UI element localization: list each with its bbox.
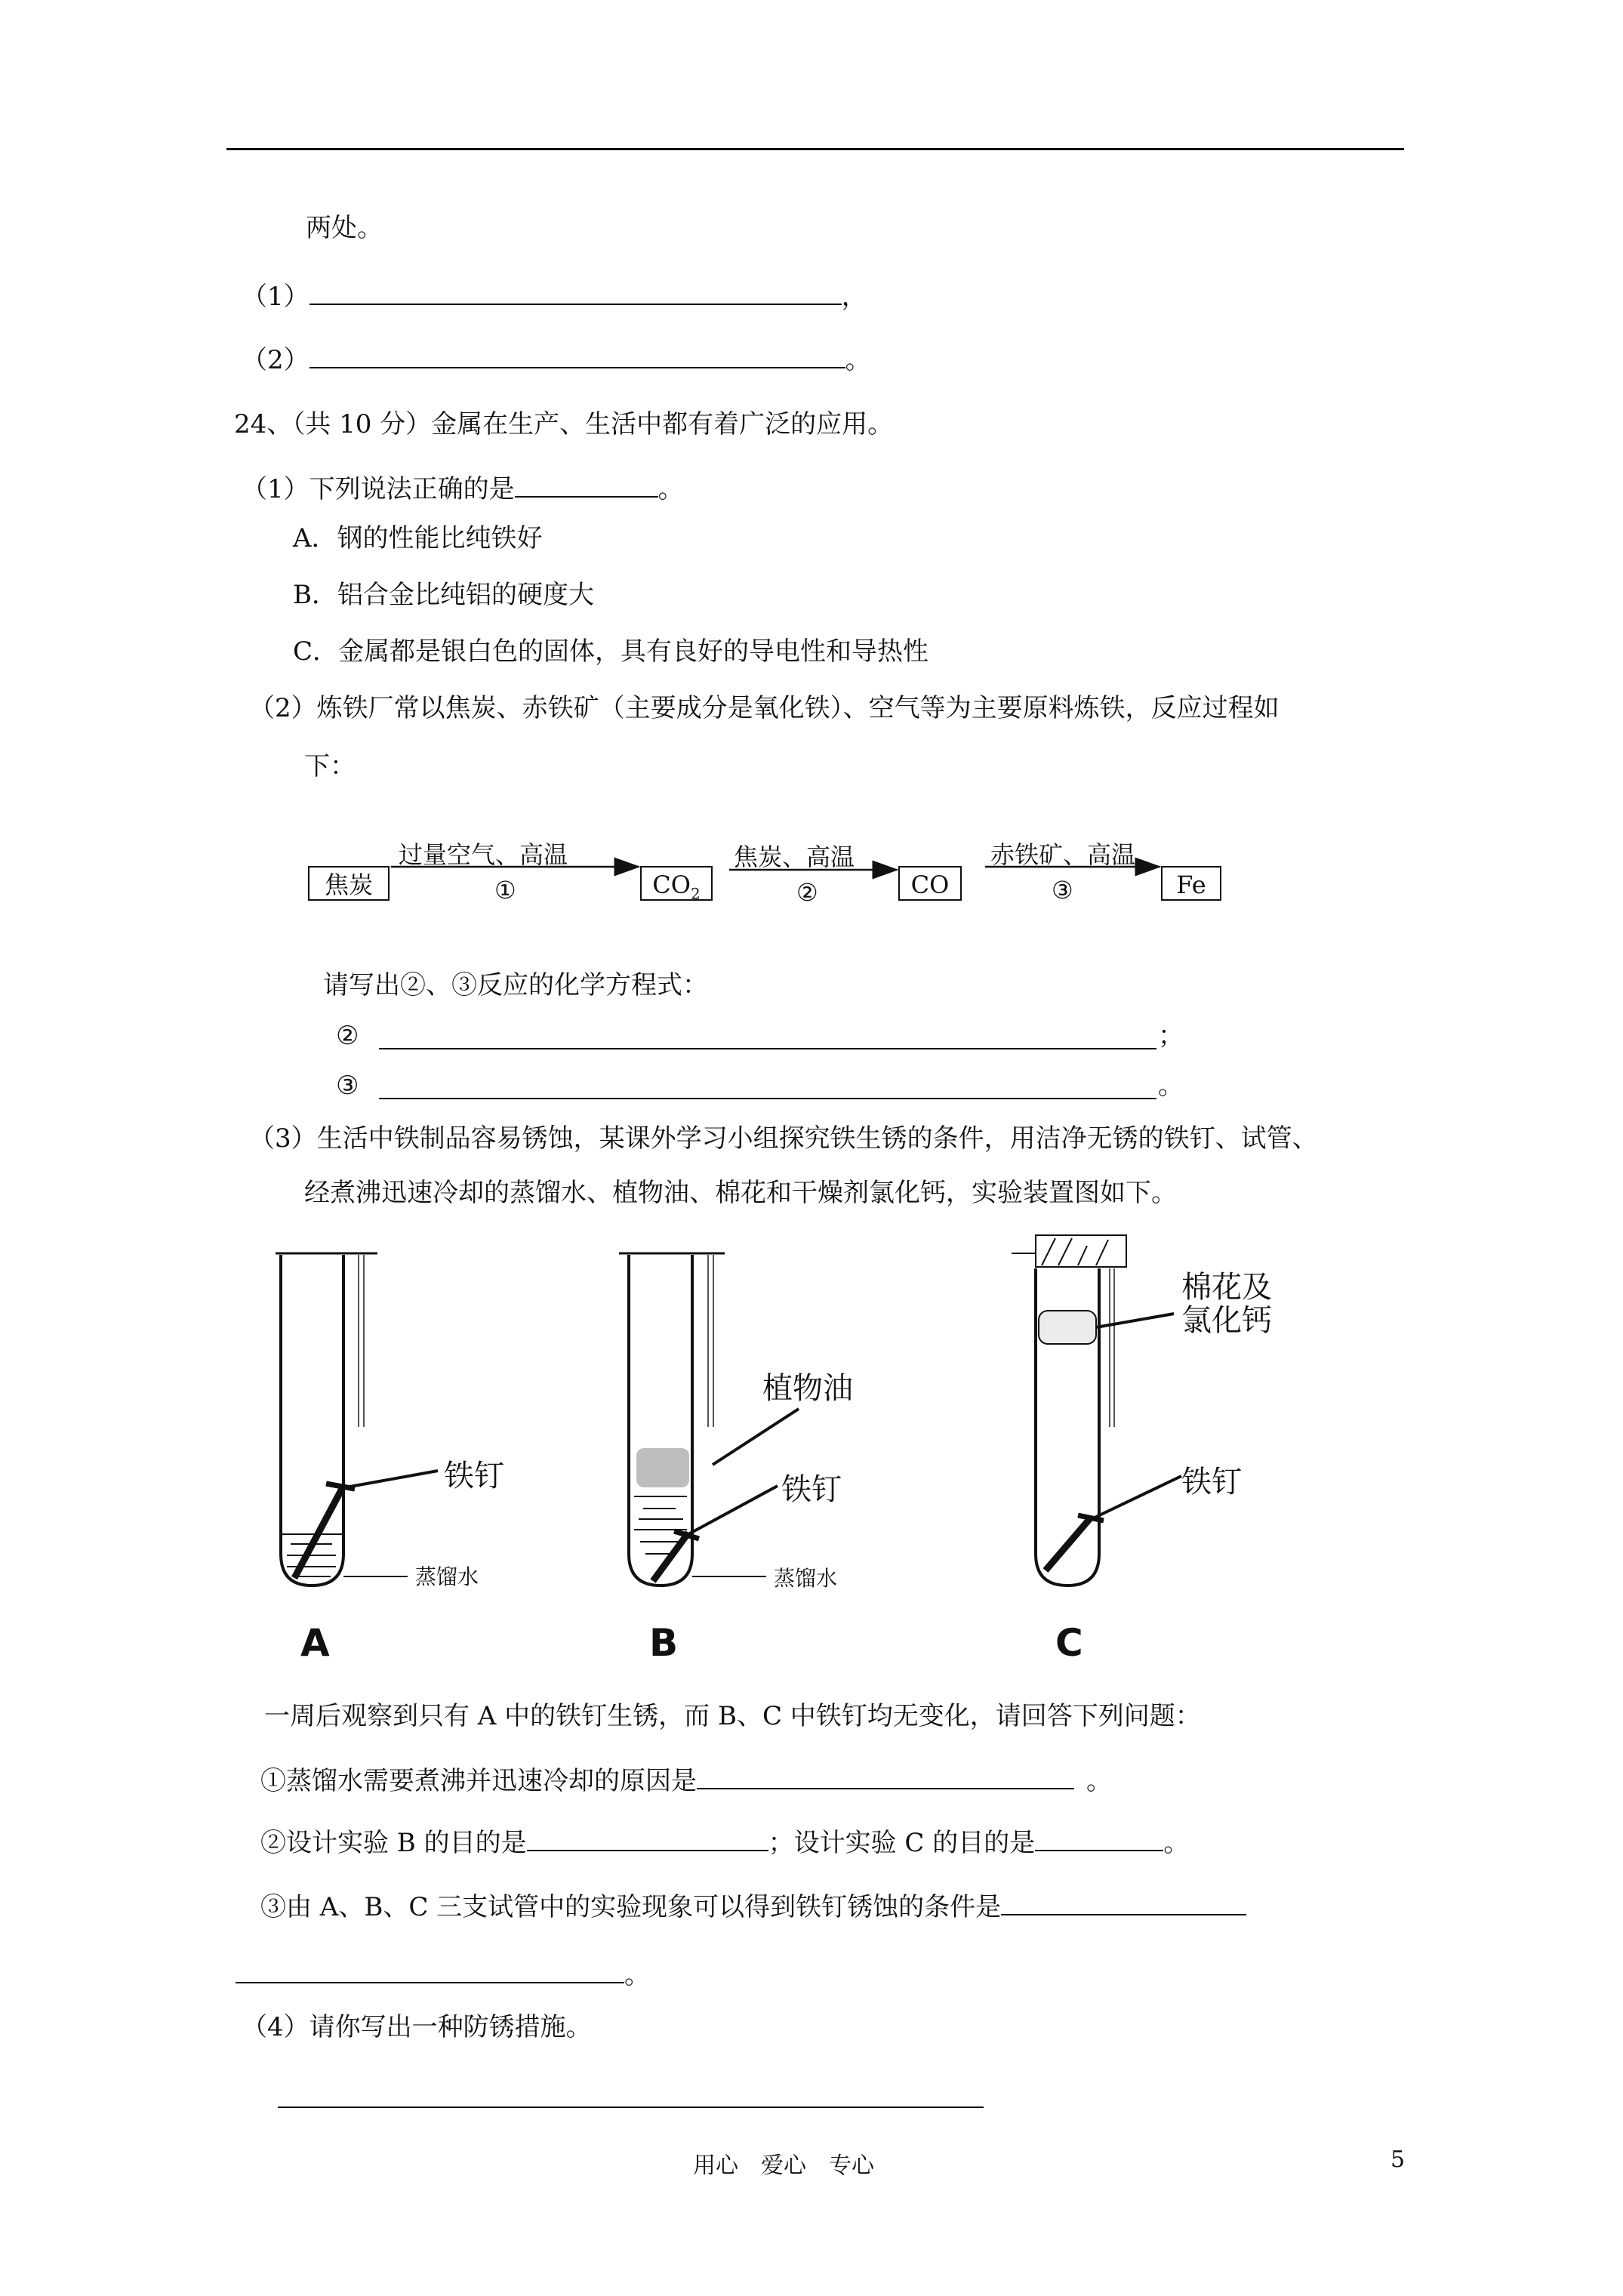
tube-a <box>276 1253 438 1586</box>
tube-a-label: A <box>300 1621 330 1665</box>
q24-option-b: B．铝合金比纯铝的硬度大 <box>293 580 594 610</box>
tube-b-nail <box>653 1533 688 1581</box>
q24-eq2-end: ； <box>1158 1021 1184 1051</box>
footer-motto: 用心 爱心 专心 <box>693 2153 874 2179</box>
flow-arrow1-number: ① <box>494 876 516 905</box>
q24-part2-stem-line2: 下： <box>304 751 356 781</box>
prev-question-tail: 两处。 <box>306 213 383 243</box>
prev-q1: （1） ， <box>242 282 867 312</box>
page-number: 5 <box>1390 2147 1406 2173</box>
flow-box-co2: $CO_2$ <box>640 866 713 901</box>
q24-sub1-answer-blank[interactable] <box>697 1765 1074 1789</box>
q24-part3-stem-line1: （3）生活中铁制品容易锈蚀，某课外学习小组探究铁生锈的条件，用洁净无锈的铁钉、试管、 <box>249 1123 1318 1154</box>
tube-b <box>619 1253 799 1586</box>
q24-part4-answer-line[interactable] <box>278 2106 984 2108</box>
q24-eq3-label: ③ <box>336 1071 359 1101</box>
q24-sub2-answer-blank-c[interactable] <box>1035 1827 1163 1851</box>
flow-arrow3-number: ③ <box>1052 876 1073 905</box>
prev-q2: （2） 。 <box>242 345 871 375</box>
tube-b-label: B <box>649 1621 679 1665</box>
q24-sub2-answer-blank-b[interactable] <box>527 1827 768 1851</box>
tube-c-cotton-label-1: 棉花及 <box>1181 1270 1272 1305</box>
flow-arrow2-condition: 焦炭、高温 <box>734 843 855 871</box>
flow-box-fe: Fe <box>1161 866 1221 901</box>
tube-b-oil-label: 植物油 <box>762 1371 853 1406</box>
q24-sub3-answer-blank-1[interactable] <box>1001 1891 1246 1915</box>
q24-part3-stem-line2: 经煮沸迅速冷却的蒸馏水、植物油、棉花和干燥剂氯化钙，实验装置图如下。 <box>304 1178 1177 1208</box>
tube-c-cotton <box>1039 1311 1096 1344</box>
q24-eq3-end: 。 <box>1158 1071 1184 1101</box>
flow-arrow1-condition: 过量空气、高温 <box>399 840 568 869</box>
flow-box-co: CO <box>898 866 962 901</box>
q24-option-a: A．钢的性能比纯铁好 <box>293 523 543 553</box>
flow-arrow3-condition: 赤铁矿、高温 <box>990 840 1136 869</box>
q24-sub3-cont: 。 <box>236 1959 650 1990</box>
q24-part2-ask: 请写出②、③反应的化学方程式： <box>323 970 708 1000</box>
flow-box-coke: 焦炭 <box>308 866 390 901</box>
q24-part4-stem: （4）请你写出一种防锈措施。 <box>242 2012 592 2042</box>
tube-b-water-label: 蒸馏水 <box>774 1566 838 1591</box>
tube-b-oil-layer <box>636 1448 689 1487</box>
tube-c-label: C <box>1055 1621 1083 1665</box>
tube-a-nail-label: 铁钉 <box>444 1459 504 1493</box>
q24-part2-stem-line1: （2）炼铁厂常以焦炭、赤铁矿（主要成分是氧化铁）、空气等为主要原料炼铁，反应过程如 <box>249 693 1280 723</box>
q24-sub1: ①蒸馏水需要煮沸并迅速冷却的原因是 。 <box>260 1766 1112 1796</box>
tube-c <box>1012 1235 1181 1586</box>
q24-eq2-label: ② <box>336 1021 359 1051</box>
tube-a-nail <box>294 1486 343 1578</box>
q24-sub2: ②设计实验 B 的目的是 ；设计实验 C 的目的是 。 <box>260 1828 1190 1858</box>
tube-c-nail <box>1046 1518 1091 1570</box>
q24-sub3: ③由 A、B、C 三支试管中的实验现象可以得到铁钉锈蚀的条件是 <box>260 1891 1246 1922</box>
q24-title: 24、（共 10 分）金属在生产、生活中都有着广泛的应用。 <box>234 409 894 439</box>
tube-c-cotton-label-2: 氯化钙 <box>1181 1303 1272 1338</box>
q24-part1-stem: （1）下列说法正确的是 。 <box>242 474 684 504</box>
q24-part3-observation: 一周后观察到只有 A 中的铁钉生锈，而 B、C 中铁钉均无变化，请回答下列问题： <box>264 1701 1201 1731</box>
q24-sub3-answer-blank-2[interactable] <box>236 1959 624 1983</box>
tube-c-nail-label: 铁钉 <box>1181 1465 1242 1499</box>
flow-arrow2-number: ② <box>796 878 818 907</box>
q24-option-c: C．金属都是银白色的固体，具有良好的导电性和导热性 <box>293 636 929 667</box>
tube-b-nail-label: 铁钉 <box>781 1472 842 1507</box>
tube-a-water-label: 蒸馏水 <box>415 1564 479 1589</box>
